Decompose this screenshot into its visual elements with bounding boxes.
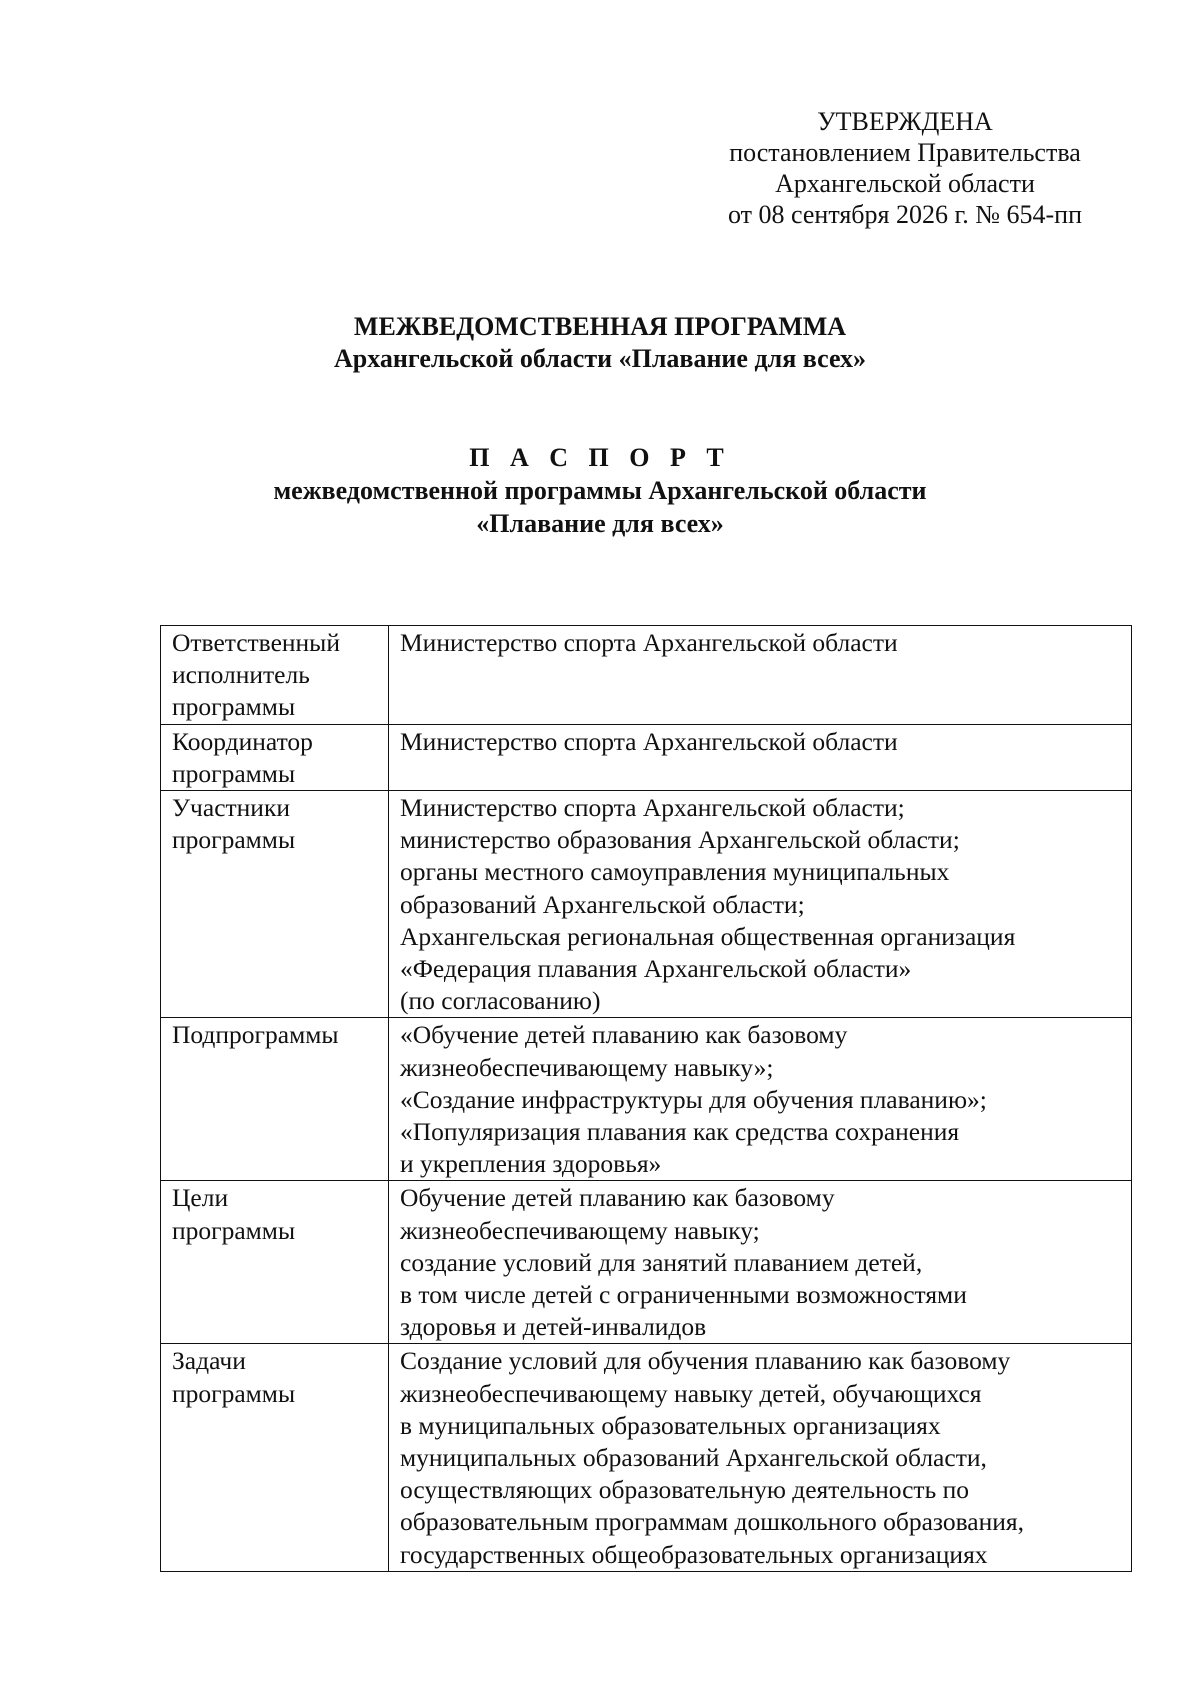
row-value-line: «Создание инфраструктуры для обучения плаванию»;	[400, 1084, 987, 1114]
program-title-line: Архангельской области «Плавание для всех»	[334, 344, 866, 373]
row-label-line: Задачи	[172, 1346, 246, 1376]
row-label-line: программы	[172, 692, 296, 722]
row-label-cell	[161, 1181, 389, 1344]
row-label-line: исполнитель	[172, 660, 310, 690]
row-label-line: Участники	[172, 793, 290, 823]
passport-title-line: «Плавание для всех»	[476, 509, 724, 538]
row-label-cell	[161, 626, 389, 725]
row-value-line: жизнеобеспечивающему навыку детей, обучающихся	[400, 1378, 982, 1408]
row-value-line: осуществляющих образовательную деятельность по	[400, 1475, 969, 1505]
row-value-line: (по согласованию)	[400, 986, 601, 1016]
table-row	[161, 1344, 1132, 1571]
program-title-line: МЕЖВЕДОМСТВЕННАЯ ПРОГРАММА	[353, 312, 847, 341]
passport-heading: П А С П О Р Т	[469, 443, 731, 472]
row-value-line: государственных общеобразовательных организациях	[400, 1539, 988, 1569]
table-row	[161, 724, 1132, 790]
row-value-line: жизнеобеспечивающему навыку»;	[400, 1052, 774, 1082]
row-label-line: программы	[172, 1215, 296, 1245]
approval-line: Архангельской области	[775, 169, 1035, 198]
row-value-cell	[389, 1344, 1132, 1571]
row-label-line: Координатор	[172, 726, 313, 756]
row-value-line: «Популяризация плавания как средства сохранения	[400, 1117, 960, 1147]
table-row	[161, 791, 1132, 1018]
row-label-line: Ответственный	[172, 628, 340, 657]
row-value-line: Министерство спорта Архангельской области	[400, 726, 898, 756]
row-value-cell	[389, 1018, 1132, 1181]
row-label-line: Цели	[172, 1183, 229, 1213]
approval-line: постановлением Правительства	[729, 138, 1081, 167]
row-label-cell	[161, 791, 389, 1018]
approval-stamp	[680, 106, 1130, 230]
row-label-line: программы	[172, 825, 296, 855]
row-value-line: в том числе детей с ограниченными возможностями	[400, 1280, 967, 1310]
row-label-line: программы	[172, 758, 296, 788]
row-value-line: Министерство спорта Архангельской области;	[400, 793, 905, 823]
row-value-line: Архангельская региональная общественная организация	[400, 921, 1016, 951]
row-value-line: в муниципальных образовательных организациях	[400, 1410, 941, 1440]
row-label-cell	[161, 1018, 389, 1181]
row-value-line: Создание условий для обучения плаванию как базовому	[400, 1346, 1011, 1376]
row-value-line: муниципальных образований Архангельской области,	[400, 1443, 987, 1473]
row-value-cell	[389, 724, 1132, 790]
row-value-line: и укрепления здоровья»	[400, 1149, 662, 1179]
row-label-line: программы	[172, 1378, 296, 1408]
row-value-line: создание условий для занятий плаванием детей,	[400, 1247, 923, 1277]
row-value-line: министерство образования Архангельской области;	[400, 825, 960, 855]
row-value-line: «Обучение детей плаванию как базовому	[400, 1020, 848, 1050]
row-value-line: здоровья и детей-инвалидов	[400, 1312, 707, 1342]
program-title	[0, 311, 1200, 375]
table-row	[161, 1181, 1132, 1344]
table-row	[161, 626, 1132, 725]
row-value-cell	[389, 791, 1132, 1018]
row-value-line: органы местного самоуправления муниципальных	[400, 857, 950, 887]
row-label-cell	[161, 1344, 389, 1571]
row-value-line: образований Архангельской области;	[400, 889, 805, 919]
row-value-line: образовательным программам дошкольного образования,	[400, 1507, 1024, 1537]
row-value-cell	[389, 1181, 1132, 1344]
passport-title	[0, 441, 1200, 540]
approval-line: УТВЕРЖДЕНА	[817, 107, 993, 136]
passport-table	[160, 625, 1132, 1572]
row-value-line: Обучение детей плаванию как базовому	[400, 1183, 835, 1213]
table-row	[161, 1018, 1132, 1181]
row-value-line: Министерство спорта Архангельской области	[400, 628, 898, 657]
row-label-cell	[161, 724, 389, 790]
row-value-line: «Федерация плавания Архангельской области»	[400, 954, 912, 984]
row-label-line: Подпрограммы	[172, 1020, 339, 1050]
approval-line: от 08 сентября 2026 г. № 654-пп	[727, 200, 1083, 229]
passport-title-line: межведомственной программы Архангельской области	[273, 476, 927, 505]
row-value-cell	[389, 626, 1132, 725]
row-value-line: жизнеобеспечивающему навыку;	[400, 1215, 760, 1245]
